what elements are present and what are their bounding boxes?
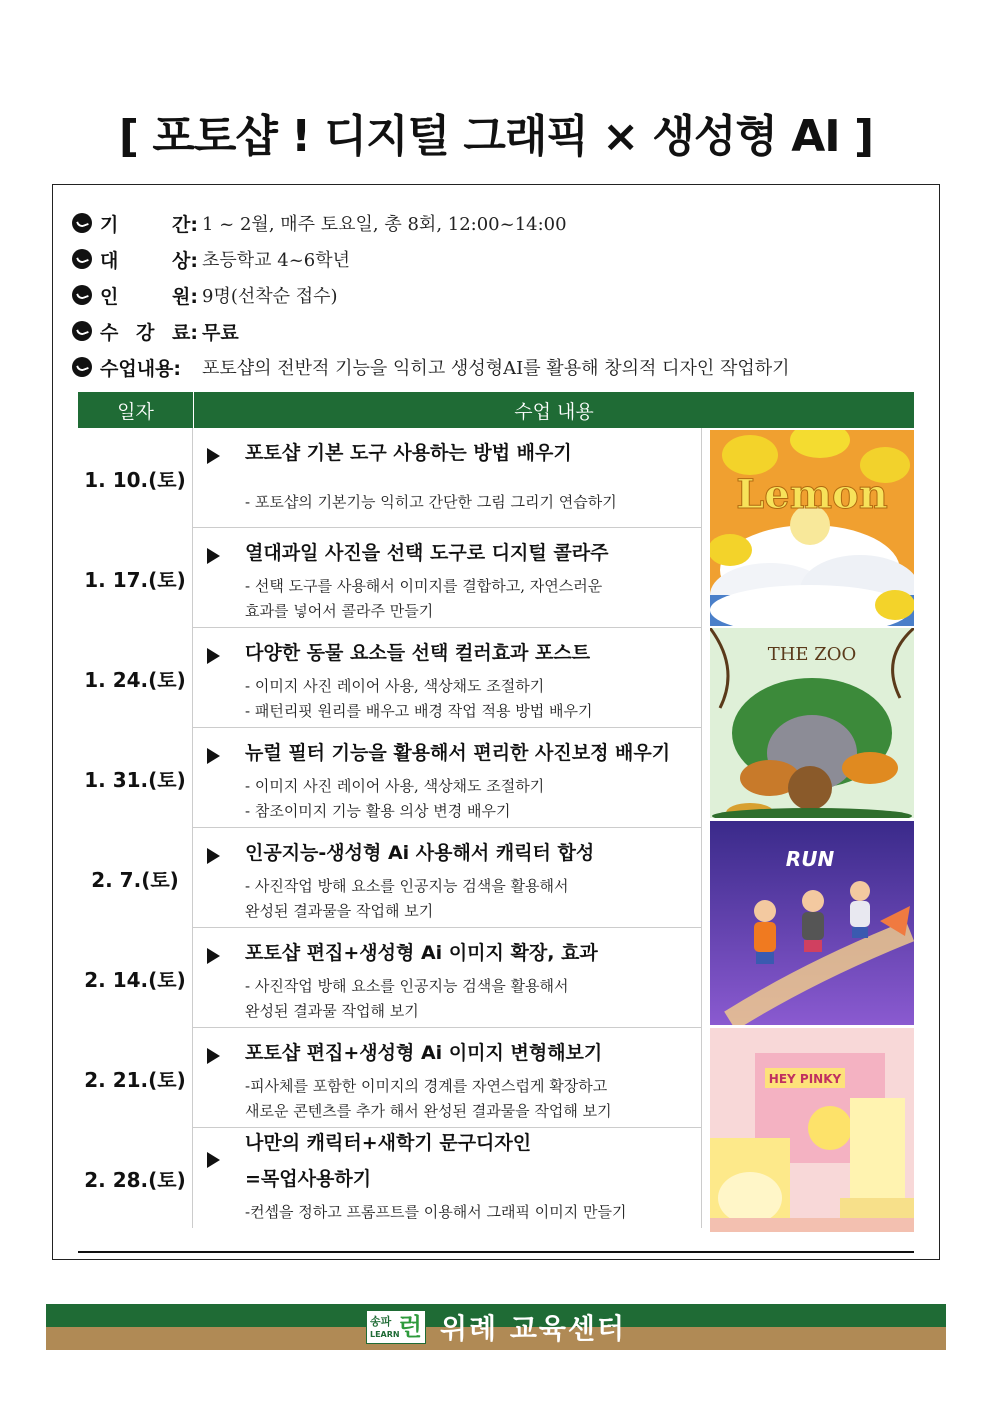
zoo-image xyxy=(710,628,914,818)
bullet-icon xyxy=(72,285,92,305)
session-description: - 패턴리핏 원리를 배우고 배경 작업 적용 방법 배우기 xyxy=(245,702,593,720)
footer-bar xyxy=(46,1304,946,1350)
session-description: 완성된 결과물을 작업해 보기 xyxy=(245,902,434,920)
triangle-arrow-icon xyxy=(207,948,220,964)
session-description: -피사체를 포함한 이미지의 경계를 자연스럽게 확장하고 xyxy=(245,1077,608,1095)
session-description: 효과를 넣어서 콜라주 만들기 xyxy=(245,602,434,620)
bullet-icon xyxy=(72,249,92,269)
session-title: 열대과일 사진을 선택 도구로 디지털 콜라주 xyxy=(245,542,609,564)
triangle-arrow-icon xyxy=(207,848,220,864)
session-description: - 선택 도구를 사용해서 이미지를 결합하고, 자연스러운 xyxy=(245,577,603,595)
info-value: 1 ~ 2월, 매주 토요일, 총 8회, 12:00~14:00 xyxy=(202,214,567,235)
session-content xyxy=(193,728,702,828)
session-title: 인공지능-생성형 Ai 사용해서 캐릭터 합성 xyxy=(245,842,595,864)
info-row xyxy=(72,241,932,277)
session-description: 새로운 콘텐츠를 추가 해서 완성된 결과물을 작업해 보기 xyxy=(245,1102,612,1120)
header-content: 수업 내용 xyxy=(514,400,594,423)
page-title: [ 포토샵 ! 디지털 그래픽 × 생성형 AI ] xyxy=(118,111,874,162)
session-description: - 이미지 사진 레이어 사용, 색상채도 조절하기 xyxy=(245,777,545,795)
run-image xyxy=(710,821,914,1025)
session-title: 포토샵 편집+생성형 Ai 이미지 변형해보기 xyxy=(245,1042,603,1064)
info-row xyxy=(72,277,932,313)
info-row xyxy=(72,313,932,349)
session-date: 1. 24.(토) xyxy=(78,628,193,728)
info-list xyxy=(72,205,932,385)
bullet-icon xyxy=(72,321,92,341)
triangle-arrow-icon xyxy=(207,548,220,564)
session-description: - 포토샵의 기본기능 익히고 간단한 그림 그리기 연습하기 xyxy=(245,493,617,511)
info-label: 기 간: xyxy=(100,213,198,236)
session-date: 1. 17.(토) xyxy=(78,528,193,628)
table-header xyxy=(78,392,914,428)
pinky-text: HEY PINKY xyxy=(768,1072,842,1086)
session-date: 1. 10.(토) xyxy=(78,428,193,528)
session-date: 2. 28.(토) xyxy=(78,1128,193,1228)
session-description: 완성된 결과물 작업해 보기 xyxy=(245,1002,419,1020)
session-content xyxy=(193,1028,702,1128)
info-label: 수업내용: xyxy=(100,357,182,380)
info-label: 인 원: xyxy=(100,285,198,308)
session-content xyxy=(193,1128,702,1228)
run-text: RUN xyxy=(785,847,835,871)
lemon-text: Lemon xyxy=(736,471,888,518)
bullet-icon xyxy=(72,357,92,377)
session-content xyxy=(193,428,702,528)
session-title: 다양한 동물 요소들 선택 컬러효과 포스트 xyxy=(245,642,591,664)
stationery-image xyxy=(710,1028,914,1232)
info-label: 대 상: xyxy=(100,249,198,272)
session-description: - 사진작업 방해 요소를 인공지능 검색을 활용해서 xyxy=(245,977,569,995)
triangle-arrow-icon xyxy=(207,1048,220,1064)
lemon-cloud-image xyxy=(710,430,914,626)
triangle-arrow-icon xyxy=(207,448,220,464)
info-value: 9명(선착순 접수) xyxy=(202,286,338,307)
info-value: 초등학교 4~6학년 xyxy=(202,250,351,271)
zoo-text: THE ZOO xyxy=(767,644,857,665)
session-title: 포토샵 기본 도구 사용하는 방법 배우기 xyxy=(245,442,572,464)
session-description: -컨셉을 정하고 프롬프트를 이용해서 그래픽 이미지 만들기 xyxy=(245,1203,627,1221)
session-content xyxy=(193,828,702,928)
session-description: - 참조이미지 기능 활용 의상 변경 배우기 xyxy=(245,802,511,820)
session-date: 2. 7.(토) xyxy=(78,828,193,928)
session-title: 뉴럴 필터 기능을 활용해서 편리한 사진보정 배우기 xyxy=(245,742,671,764)
info-label: 수 강 료: xyxy=(100,321,198,344)
session-content xyxy=(193,528,702,628)
session-description: - 사진작업 방해 요소를 인공지능 검색을 활용해서 xyxy=(245,877,569,895)
session-date: 2. 21.(토) xyxy=(78,1028,193,1128)
header-date: 일자 xyxy=(78,392,194,428)
triangle-arrow-icon xyxy=(207,1152,220,1168)
triangle-arrow-icon xyxy=(207,748,220,764)
songpa-learn-logo: 송파 LEARN 런 xyxy=(366,1310,426,1344)
info-value: 무료 xyxy=(202,321,239,344)
info-value: 포토샵의 전반적 기능을 익히고 생성형AI를 활용해 창의적 디자인 작업하기 xyxy=(202,358,790,379)
table-bottom-rule xyxy=(78,1251,914,1253)
session-content xyxy=(193,628,702,728)
info-row xyxy=(72,205,932,241)
center-name: 위례 교육센터 xyxy=(439,1312,627,1345)
session-date: 2. 14.(토) xyxy=(78,928,193,1028)
session-title-line2: =목업사용하기 xyxy=(245,1168,372,1190)
session-date: 1. 31.(토) xyxy=(78,728,193,828)
session-title: 포토샵 편집+생성형 Ai 이미지 확장, 효과 xyxy=(245,942,598,964)
triangle-arrow-icon xyxy=(207,648,220,664)
info-row xyxy=(72,349,932,385)
session-description: - 이미지 사진 레이어 사용, 색상채도 조절하기 xyxy=(245,677,545,695)
session-title: 나만의 캐릭터+새학기 문구디자인 xyxy=(245,1132,532,1154)
session-content xyxy=(193,928,702,1028)
bullet-icon xyxy=(72,213,92,233)
